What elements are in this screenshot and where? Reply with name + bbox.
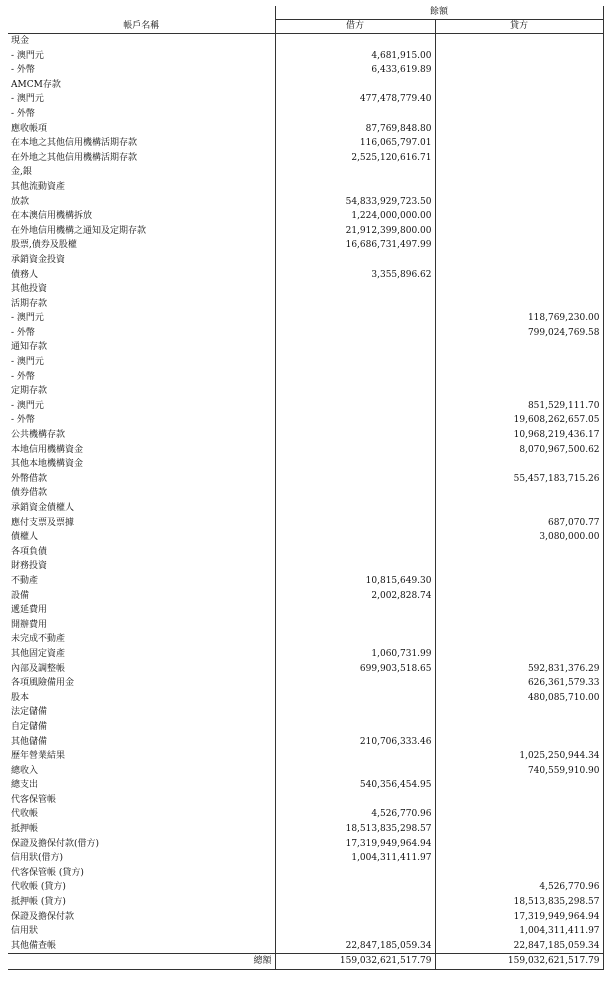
credit-amount xyxy=(435,209,603,224)
credit-amount xyxy=(435,589,603,604)
table-row xyxy=(8,676,603,691)
account-name: 債務人 xyxy=(8,268,275,283)
account-name: 股本 xyxy=(8,691,275,706)
account-name: 承銷資金投資 xyxy=(8,253,275,268)
account-name: - 外幣 xyxy=(8,107,275,122)
credit-amount xyxy=(435,486,603,501)
credit-header: 貸方 xyxy=(435,20,603,34)
credit-amount xyxy=(435,632,603,647)
table-row xyxy=(8,807,603,822)
table-row xyxy=(8,165,603,180)
table-row xyxy=(8,443,603,458)
debit-amount xyxy=(275,311,435,326)
debit-amount: 10,815,649.30 xyxy=(275,574,435,589)
table-row xyxy=(8,282,603,297)
account-name: 公共機構存款 xyxy=(8,428,275,443)
debit-amount xyxy=(275,384,435,399)
table-row xyxy=(8,939,603,954)
table-row xyxy=(8,49,603,64)
table-row xyxy=(8,720,603,735)
table-row xyxy=(8,370,603,385)
table-row xyxy=(8,472,603,487)
debit-amount xyxy=(275,428,435,443)
table-row xyxy=(8,151,603,166)
debit-amount: 18,513,835,298.57 xyxy=(275,822,435,837)
table-row xyxy=(8,880,603,895)
table-row xyxy=(8,705,603,720)
debit-amount xyxy=(275,326,435,341)
account-name: 金,銀 xyxy=(8,165,275,180)
account-name: 活期存款 xyxy=(8,297,275,312)
table-row xyxy=(8,195,603,210)
table-row xyxy=(8,34,603,49)
debit-amount: 16,686,731,497.99 xyxy=(275,238,435,253)
account-name: 在外地信用機構之通知及定期存款 xyxy=(8,224,275,239)
debit-amount xyxy=(275,180,435,195)
table-row xyxy=(8,764,603,779)
table-row xyxy=(8,63,603,78)
table-row xyxy=(8,340,603,355)
account-name: 其他固定資產 xyxy=(8,647,275,662)
table-row xyxy=(8,268,603,283)
account-name: 不動產 xyxy=(8,574,275,589)
account-name: 在本地之其他信用機構活期存款 xyxy=(8,136,275,151)
account-name: 承銷資金債權人 xyxy=(8,501,275,516)
balance-header: 餘額 xyxy=(275,6,603,20)
debit-amount: 21,912,399,800.00 xyxy=(275,224,435,239)
debit-amount: 17,319,949,964.94 xyxy=(275,837,435,852)
credit-amount xyxy=(435,151,603,166)
debit-amount xyxy=(275,910,435,925)
credit-amount: 8,070,967,500.62 xyxy=(435,443,603,458)
account-name: - 外幣 xyxy=(8,413,275,428)
credit-amount: 4,526,770.96 xyxy=(435,880,603,895)
debit-amount: 3,355,896.62 xyxy=(275,268,435,283)
account-name: - 澳門元 xyxy=(8,92,275,107)
table-row xyxy=(8,749,603,764)
credit-amount xyxy=(435,545,603,560)
credit-amount xyxy=(435,822,603,837)
credit-amount: 480,085,710.00 xyxy=(435,691,603,706)
table-row xyxy=(8,866,603,881)
table-row xyxy=(8,457,603,472)
account-name: 抵押帳 (貸方) xyxy=(8,895,275,910)
debit-amount xyxy=(275,559,435,574)
account-name: 定期存款 xyxy=(8,384,275,399)
debit-amount: 54,833,929,723.50 xyxy=(275,195,435,210)
account-name: 自定儲備 xyxy=(8,720,275,735)
account-name: 未完成不動產 xyxy=(8,632,275,647)
debit-amount xyxy=(275,530,435,545)
table-row xyxy=(8,180,603,195)
table-row xyxy=(8,632,603,647)
debit-amount: 4,526,770.96 xyxy=(275,807,435,822)
debit-amount xyxy=(275,486,435,501)
total-credit: 159,032,621,517.79 xyxy=(435,954,603,970)
table-row xyxy=(8,122,603,137)
credit-amount xyxy=(435,384,603,399)
debit-amount xyxy=(275,880,435,895)
account-name: - 澳門元 xyxy=(8,311,275,326)
account-name: 內部及調整帳 xyxy=(8,662,275,677)
debit-amount xyxy=(275,355,435,370)
debit-amount xyxy=(275,165,435,180)
account-name: - 澳門元 xyxy=(8,49,275,64)
table-row xyxy=(8,822,603,837)
account-name: AMCM存款 xyxy=(8,78,275,93)
account-name-header: 帳戶名稱 xyxy=(8,20,275,34)
credit-amount xyxy=(435,735,603,750)
account-name: 債權人 xyxy=(8,530,275,545)
credit-amount: 55,457,183,715.26 xyxy=(435,472,603,487)
debit-amount xyxy=(275,895,435,910)
account-name: 設備 xyxy=(8,589,275,604)
credit-amount: 19,608,262,657.05 xyxy=(435,413,603,428)
account-name: 總支出 xyxy=(8,778,275,793)
debit-amount: 1,004,311,411.97 xyxy=(275,851,435,866)
account-name: 各項負債 xyxy=(8,545,275,560)
table-row xyxy=(8,253,603,268)
credit-amount xyxy=(435,457,603,472)
debit-amount xyxy=(275,516,435,531)
debit-amount xyxy=(275,676,435,691)
credit-amount xyxy=(435,559,603,574)
debit-amount xyxy=(275,618,435,633)
account-name: 在外地之其他信用機構活期存款 xyxy=(8,151,275,166)
credit-amount xyxy=(435,807,603,822)
account-name: - 外幣 xyxy=(8,326,275,341)
credit-amount: 17,319,949,964.94 xyxy=(435,910,603,925)
account-name: 其他備查帳 xyxy=(8,939,275,954)
account-name: - 澳門元 xyxy=(8,355,275,370)
table-row xyxy=(8,574,603,589)
account-name: 放款 xyxy=(8,195,275,210)
account-name: 代收帳 (貸方) xyxy=(8,880,275,895)
debit-amount: 1,060,731.99 xyxy=(275,647,435,662)
debit-amount: 1,224,000,000.00 xyxy=(275,209,435,224)
account-name: 其他儲備 xyxy=(8,735,275,750)
debit-amount: 2,002,828.74 xyxy=(275,589,435,604)
account-name: - 澳門元 xyxy=(8,399,275,414)
account-name: 信用狀 xyxy=(8,924,275,939)
credit-amount xyxy=(435,78,603,93)
table-row xyxy=(8,910,603,925)
debit-amount xyxy=(275,282,435,297)
account-name: 開辦費用 xyxy=(8,618,275,633)
credit-amount xyxy=(435,705,603,720)
credit-amount: 18,513,835,298.57 xyxy=(435,895,603,910)
account-name: 應付支票及票據 xyxy=(8,516,275,531)
table-row xyxy=(8,647,603,662)
credit-amount: 592,831,376.29 xyxy=(435,662,603,677)
total-row xyxy=(8,954,603,970)
account-name: 總收入 xyxy=(8,764,275,779)
credit-amount xyxy=(435,501,603,516)
credit-amount: 10,968,219,436.17 xyxy=(435,428,603,443)
trial-balance-sheet xyxy=(8,6,603,970)
debit-amount xyxy=(275,545,435,560)
account-name: 保證及擔保付款 xyxy=(8,910,275,925)
table-row xyxy=(8,355,603,370)
table-row xyxy=(8,384,603,399)
debit-amount: 87,769,848.80 xyxy=(275,122,435,137)
credit-amount xyxy=(435,282,603,297)
debit-amount xyxy=(275,720,435,735)
credit-amount: 1,025,250,944.34 xyxy=(435,749,603,764)
credit-amount xyxy=(435,180,603,195)
credit-amount xyxy=(435,49,603,64)
table-row xyxy=(8,691,603,706)
debit-amount xyxy=(275,603,435,618)
account-name: 本地信用機構資金 xyxy=(8,443,275,458)
table-row xyxy=(8,78,603,93)
account-name: 通知存款 xyxy=(8,340,275,355)
credit-amount xyxy=(435,122,603,137)
credit-amount xyxy=(435,866,603,881)
credit-amount xyxy=(435,238,603,253)
table-row xyxy=(8,238,603,253)
debit-amount xyxy=(275,78,435,93)
table-row xyxy=(8,413,603,428)
table-row xyxy=(8,837,603,852)
credit-amount: 740,559,910.90 xyxy=(435,764,603,779)
account-name: 遞延費用 xyxy=(8,603,275,618)
debit-header: 借方 xyxy=(275,20,435,34)
account-name: 抵押帳 xyxy=(8,822,275,837)
debit-amount xyxy=(275,370,435,385)
account-name: 股票,債券及股權 xyxy=(8,238,275,253)
total-label: 總額 xyxy=(8,954,275,970)
credit-amount xyxy=(435,268,603,283)
debit-amount: 477,478,779.40 xyxy=(275,92,435,107)
credit-amount xyxy=(435,63,603,78)
credit-amount xyxy=(435,793,603,808)
debit-amount xyxy=(275,340,435,355)
account-name: 法定儲備 xyxy=(8,705,275,720)
debit-amount xyxy=(275,457,435,472)
table-row xyxy=(8,428,603,443)
balance-table xyxy=(8,6,604,970)
table-row xyxy=(8,326,603,341)
credit-amount: 799,024,769.58 xyxy=(435,326,603,341)
account-name: - 外幣 xyxy=(8,370,275,385)
table-row xyxy=(8,895,603,910)
credit-amount xyxy=(435,574,603,589)
debit-amount: 6,433,619.89 xyxy=(275,63,435,78)
credit-amount xyxy=(435,851,603,866)
debit-amount xyxy=(275,866,435,881)
credit-amount xyxy=(435,355,603,370)
account-name: 代收帳 xyxy=(8,807,275,822)
debit-amount xyxy=(275,107,435,122)
debit-amount xyxy=(275,632,435,647)
table-row xyxy=(8,603,603,618)
debit-amount xyxy=(275,253,435,268)
debit-amount xyxy=(275,413,435,428)
table-row xyxy=(8,618,603,633)
debit-amount: 4,681,915.00 xyxy=(275,49,435,64)
account-name: 各項風險備用金 xyxy=(8,676,275,691)
account-name: 歷年營業結果 xyxy=(8,749,275,764)
debit-amount: 2,525,120,616.71 xyxy=(275,151,435,166)
table-row xyxy=(8,545,603,560)
table-row xyxy=(8,107,603,122)
table-row xyxy=(8,851,603,866)
debit-amount: 210,706,333.46 xyxy=(275,735,435,750)
table-row xyxy=(8,924,603,939)
credit-amount xyxy=(435,195,603,210)
table-row xyxy=(8,735,603,750)
table-row xyxy=(8,559,603,574)
account-name: 應收帳項 xyxy=(8,122,275,137)
header-blank xyxy=(8,6,275,20)
debit-amount xyxy=(275,399,435,414)
account-name: 保證及擔保付款(借方) xyxy=(8,837,275,852)
credit-amount: 1,004,311,411.97 xyxy=(435,924,603,939)
account-name: 代客保管帳 (貸方) xyxy=(8,866,275,881)
credit-amount xyxy=(435,297,603,312)
debit-amount: 116,065,797.01 xyxy=(275,136,435,151)
table-row xyxy=(8,486,603,501)
credit-amount xyxy=(435,34,603,49)
credit-amount xyxy=(435,165,603,180)
account-name: 外幣借款 xyxy=(8,472,275,487)
debit-amount xyxy=(275,924,435,939)
credit-amount: 118,769,230.00 xyxy=(435,311,603,326)
account-name: 其他投資 xyxy=(8,282,275,297)
credit-amount xyxy=(435,720,603,735)
credit-amount: 22,847,185,059.34 xyxy=(435,939,603,954)
account-name: 現金 xyxy=(8,34,275,49)
debit-amount xyxy=(275,501,435,516)
credit-amount xyxy=(435,837,603,852)
debit-amount: 22,847,185,059.34 xyxy=(275,939,435,954)
credit-amount: 687,070.77 xyxy=(435,516,603,531)
table-row xyxy=(8,778,603,793)
table-row xyxy=(8,399,603,414)
debit-amount xyxy=(275,705,435,720)
debit-amount: 540,356,454.95 xyxy=(275,778,435,793)
table-row xyxy=(8,224,603,239)
table-row xyxy=(8,662,603,677)
account-rows xyxy=(8,34,603,954)
debit-amount xyxy=(275,691,435,706)
table-row xyxy=(8,589,603,604)
credit-amount xyxy=(435,136,603,151)
credit-amount xyxy=(435,778,603,793)
credit-amount xyxy=(435,370,603,385)
table-row xyxy=(8,92,603,107)
credit-amount: 851,529,111.70 xyxy=(435,399,603,414)
credit-amount xyxy=(435,224,603,239)
table-row xyxy=(8,793,603,808)
debit-amount xyxy=(275,443,435,458)
table-row xyxy=(8,297,603,312)
account-name: - 外幣 xyxy=(8,63,275,78)
total-debit: 159,032,621,517.79 xyxy=(275,954,435,970)
credit-amount xyxy=(435,253,603,268)
account-name: 在本澳信用機構拆放 xyxy=(8,209,275,224)
account-name: 其他本地機構資金 xyxy=(8,457,275,472)
debit-amount xyxy=(275,472,435,487)
debit-amount xyxy=(275,749,435,764)
debit-amount xyxy=(275,297,435,312)
credit-amount: 3,080,000.00 xyxy=(435,530,603,545)
credit-amount xyxy=(435,603,603,618)
credit-amount xyxy=(435,647,603,662)
debit-amount xyxy=(275,793,435,808)
credit-amount xyxy=(435,340,603,355)
debit-amount xyxy=(275,34,435,49)
account-name: 代客保管帳 xyxy=(8,793,275,808)
credit-amount: 626,361,579.33 xyxy=(435,676,603,691)
table-row xyxy=(8,516,603,531)
credit-amount xyxy=(435,618,603,633)
account-name: 信用狀(借方) xyxy=(8,851,275,866)
account-name: 其他流動資產 xyxy=(8,180,275,195)
table-row xyxy=(8,209,603,224)
table-row xyxy=(8,501,603,516)
debit-amount xyxy=(275,764,435,779)
table-row xyxy=(8,136,603,151)
credit-amount xyxy=(435,92,603,107)
credit-amount xyxy=(435,107,603,122)
debit-amount: 699,903,518.65 xyxy=(275,662,435,677)
account-name: 債券借款 xyxy=(8,486,275,501)
table-row xyxy=(8,530,603,545)
account-name: 財務投資 xyxy=(8,559,275,574)
table-row xyxy=(8,311,603,326)
